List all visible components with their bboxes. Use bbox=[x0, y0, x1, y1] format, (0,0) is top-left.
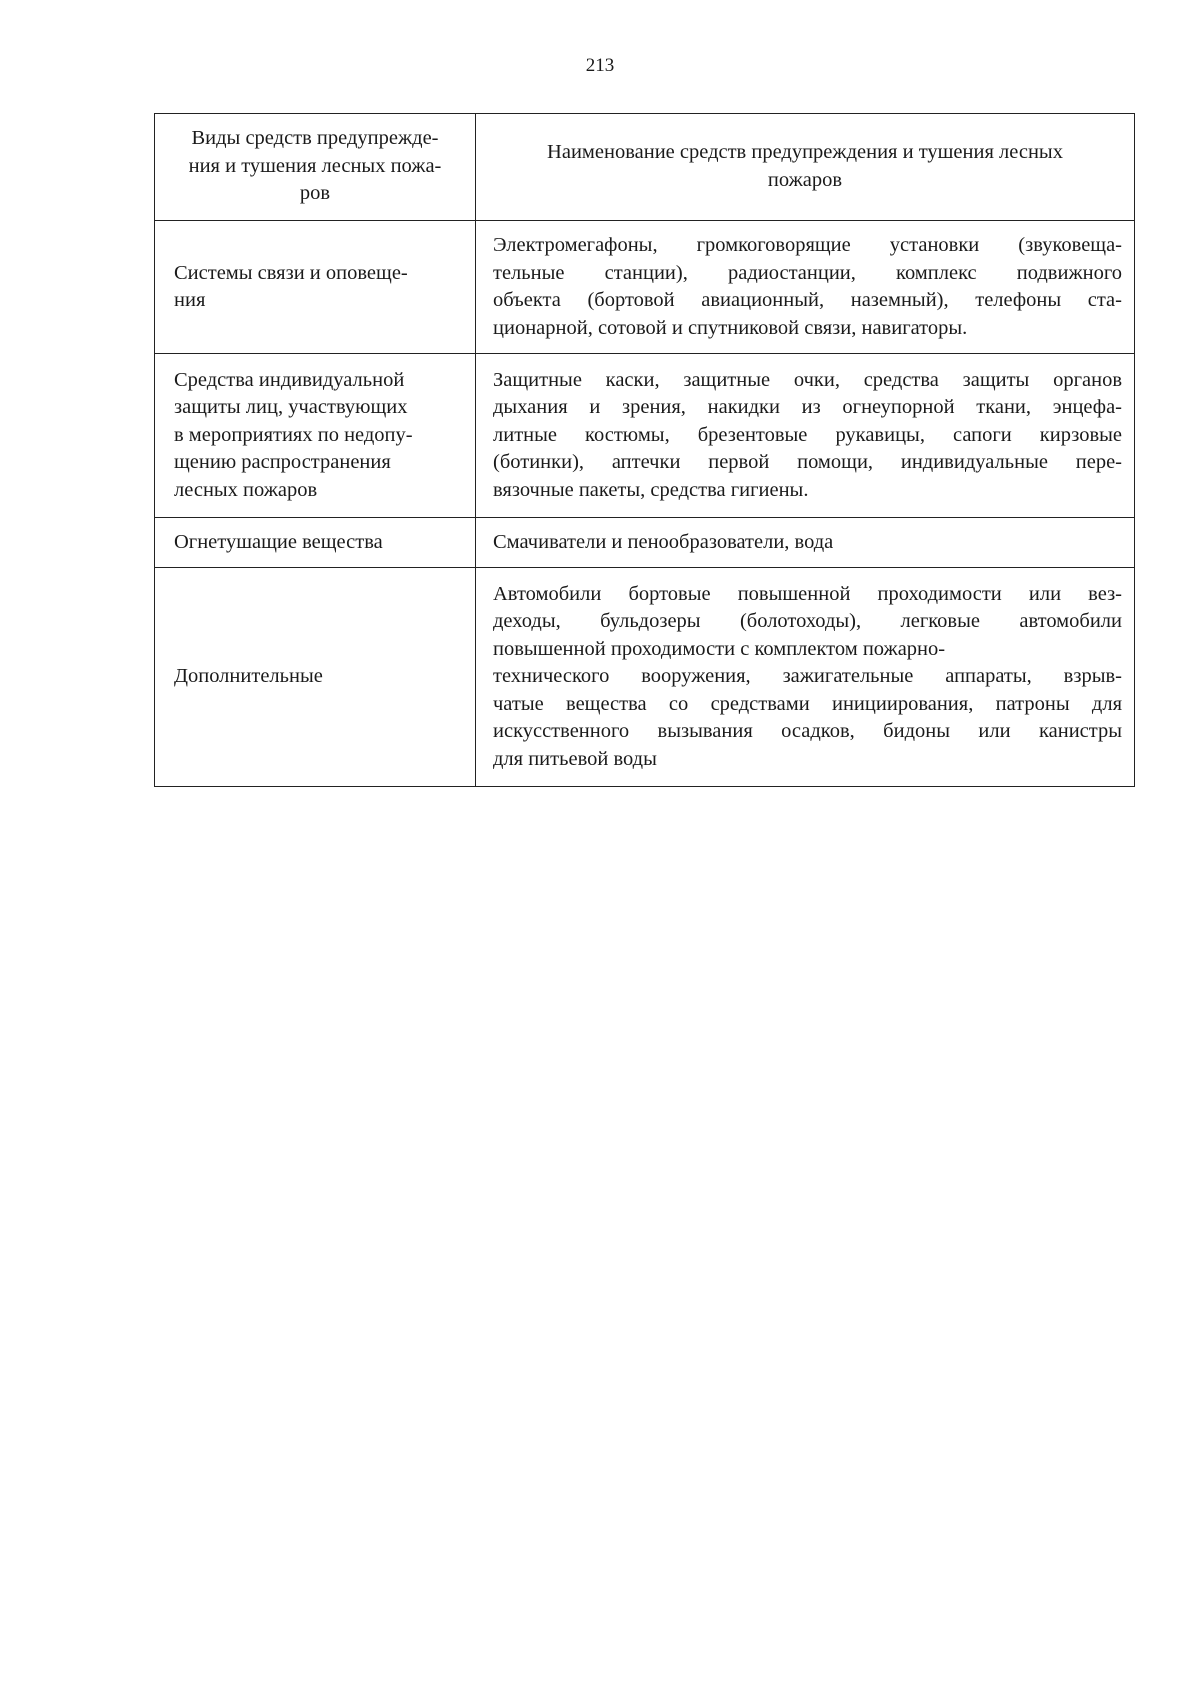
type-line: защиты лиц, участвующих bbox=[174, 396, 408, 419]
header-names-line: пожаров bbox=[767, 168, 843, 191]
description-line: Смачиватели и пенообразователи, вода bbox=[493, 530, 834, 553]
description-line: чатые вещества со средствами инициирования, патроны для bbox=[493, 692, 1122, 715]
description-cell bbox=[476, 354, 1135, 518]
header-types-cell bbox=[155, 114, 476, 221]
type-line: в мероприятиях по недопу- bbox=[174, 423, 413, 446]
description-line: технического вооружения, зажигательные аппараты, взрыв- bbox=[493, 665, 1122, 688]
header-types-line: ров bbox=[299, 182, 331, 205]
description-line: Защитные каски, защитные очки, средства защиты органов bbox=[493, 368, 1122, 391]
page-number: 213 bbox=[585, 55, 615, 76]
type-cell bbox=[155, 518, 476, 568]
description-line: вязочные пакеты, средства гигиены. bbox=[493, 478, 809, 501]
header-names-cell bbox=[476, 114, 1135, 221]
type-cell bbox=[155, 354, 476, 518]
description-cell bbox=[476, 221, 1135, 354]
header-types-line: Виды средств предупрежде- bbox=[191, 127, 439, 150]
fire-means-table bbox=[154, 113, 1135, 787]
type-line: ния bbox=[174, 289, 206, 311]
header-names-line: Наименование средств предупреждения и тушения лесных bbox=[547, 141, 1063, 163]
description-line: (ботинки), аптечки первой помощи, индивидуальные пере- bbox=[493, 451, 1122, 474]
type-line: Системы связи и оповеще- bbox=[174, 261, 408, 284]
type-line: Дополнительные bbox=[174, 665, 323, 688]
description-line: литные костюмы, брезентовые рукавицы, сапоги кирзовые bbox=[493, 423, 1122, 446]
description-line: Электромегафоны, громкоговорящие установки (звуковеща- bbox=[493, 234, 1122, 256]
table-row bbox=[155, 518, 1135, 568]
description-line: ционарной, сотовой и спутниковой связи, навигаторы. bbox=[493, 316, 968, 339]
description-line: искусственного вызывания осадков, бидоны или канистры bbox=[493, 720, 1122, 743]
table-row bbox=[155, 221, 1135, 354]
description-line: для питьевой воды bbox=[493, 747, 657, 770]
description-line: деходы, бульдозеры (болотоходы), легковые автомобили bbox=[493, 610, 1122, 633]
description-cell bbox=[476, 518, 1135, 568]
description-line: объекта (бортовой авиационный, наземный), телефоны ста- bbox=[493, 289, 1122, 311]
description-cell bbox=[476, 568, 1135, 787]
header-types-line: ния и тушения лесных пожа- bbox=[188, 154, 442, 177]
type-cell bbox=[155, 221, 476, 354]
description-line: тельные станции), радиостанции, комплекс подвижного bbox=[493, 261, 1122, 284]
type-line: Огнетушащие вещества bbox=[174, 530, 383, 553]
description-line: Автомобили бортовые повышенной проходимости или вез- bbox=[493, 582, 1122, 605]
type-line: щению распространения bbox=[174, 451, 391, 474]
table-row bbox=[155, 354, 1135, 518]
type-line: лесных пожаров bbox=[174, 478, 318, 501]
table-row bbox=[155, 568, 1135, 787]
type-cell bbox=[155, 568, 476, 787]
description-line: дыхания и зрения, накидки из огнеупорной ткани, энцефа- bbox=[493, 396, 1122, 419]
type-line: Средства индивидуальной bbox=[174, 368, 405, 391]
table-header-row bbox=[155, 114, 1135, 221]
description-line: повышенной проходимости с комплектом пожарно- bbox=[493, 637, 946, 660]
